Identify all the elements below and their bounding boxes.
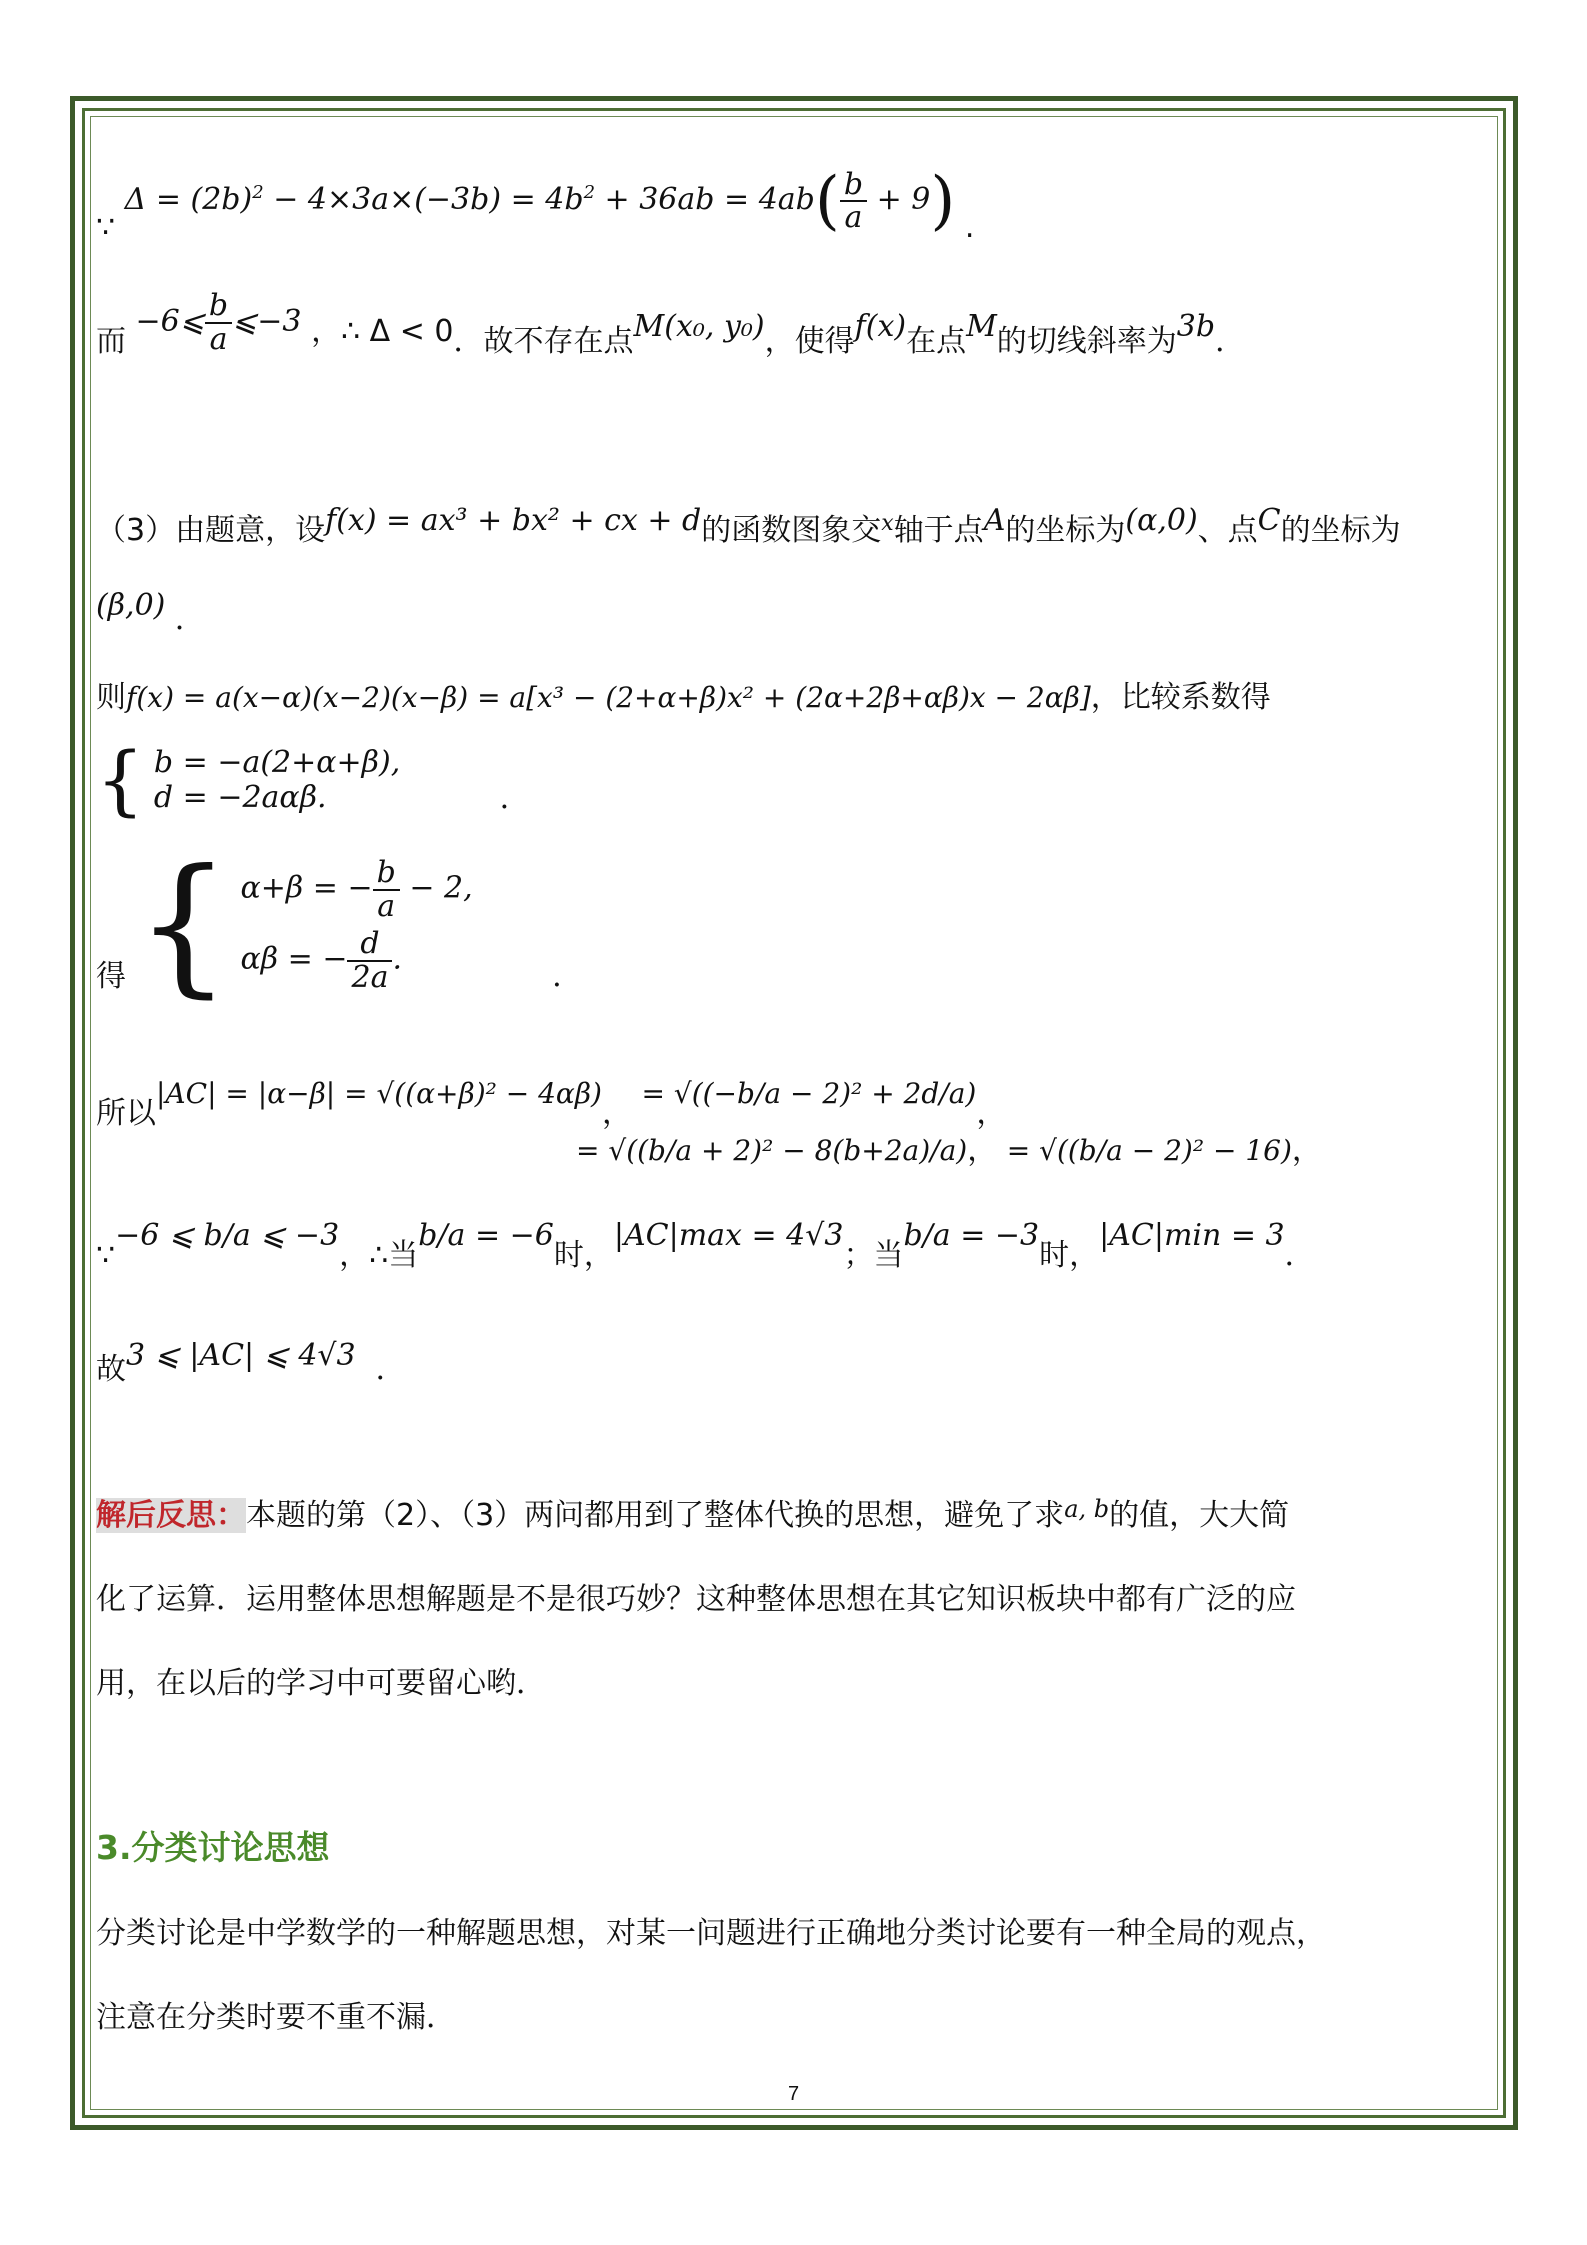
symbol-a: A: [983, 503, 1006, 538]
because-symbol: ∵: [96, 210, 116, 245]
factored-function: f(x) = a(x−α)(x−2)(x−β) = a[x³ − (2+α+β)x² + (2α+2β+αβ)x − 2αβ]: [126, 681, 1091, 714]
text-when: ，∴当: [339, 1238, 419, 1273]
reflection-text-3: 用，在以后的学习中可要留心哟．: [96, 1666, 546, 1701]
delta-part-c: + 36ab = 4ab: [595, 182, 815, 217]
row1-num: b: [373, 857, 400, 891]
reflection-line-3: [96, 1658, 546, 1702]
ac-formula-4: = √((b/a − 2)² − 16): [1006, 1134, 1292, 1167]
section-paragraph-1: [96, 1908, 1326, 1952]
cond-neg6: b/a = −6: [418, 1218, 554, 1253]
part3-intro: （3）由题意，设: [96, 513, 326, 548]
sep-4: ，: [1291, 1133, 1322, 1168]
sep-2: ，: [976, 1096, 1007, 1131]
system-row-d: d = −2aαβ.: [153, 779, 327, 815]
text-such-that: ，使得: [764, 323, 855, 359]
delta-part-a: Δ = (2b): [124, 182, 253, 217]
text-point: 、点: [1197, 513, 1258, 548]
text-get: 得: [96, 958, 126, 994]
reflection-line-2: [96, 1574, 1296, 1618]
ineq-fraction-num: b: [205, 290, 232, 324]
ac-formula-1: |AC| = |α−β| = √((α+β)² − 4αβ): [156, 1077, 602, 1110]
reflection-line-1: [96, 1490, 1289, 1534]
line-end: ．: [174, 602, 205, 637]
line-end: ．: [375, 1352, 406, 1387]
page-number: 7: [787, 2083, 800, 2105]
ineq-b-over-a: [135, 288, 312, 357]
text-compare-coef: ，比较系数得: [1090, 680, 1271, 715]
slope-value: 3b: [1176, 308, 1216, 344]
symbol-c: C: [1257, 503, 1281, 538]
section-text-1: 分类讨论是中学数学的一种解题思想，对某一问题进行正确地分类讨论要有一种全局的观点，: [96, 1916, 1326, 1951]
text-when-2: ；当: [843, 1238, 904, 1273]
system2-row2: αβ = − $\frac{d}{2a}$ .: [240, 926, 403, 995]
text-axis-at: 轴于点: [893, 513, 984, 548]
conclusion-line: [96, 1330, 406, 1387]
ac-min: |AC|min = 3: [1099, 1218, 1285, 1253]
delta-exp-1: 2: [252, 182, 264, 203]
b-over-a-fraction: [840, 166, 867, 235]
system2-rows: [241, 857, 473, 993]
part3-setup: [96, 505, 1496, 549]
text-hence: 故: [96, 1352, 126, 1387]
delta-line: [96, 164, 975, 245]
because-symbol-2: ∵: [96, 1238, 116, 1273]
row2-a: αβ = −: [240, 941, 348, 977]
text-then: 则: [96, 680, 126, 715]
delta-formula: $\Delta = (2b)^2 - 4\times 3a\times(-3b) = 4b^2 + 36ab = 4ab$( $\frac{b}{a}$ + 9): [124, 164, 956, 238]
row1-a: α+β = −: [240, 870, 373, 906]
fraction-numerator: b: [840, 169, 867, 203]
delta-negative: ，∴ Δ < 0: [311, 313, 454, 349]
reflection-label: 解后反思：: [96, 1498, 246, 1533]
ac-range: 3 ⩽ |AC| ⩽ 4√3: [126, 1338, 356, 1373]
text-er: 而: [96, 323, 126, 359]
left-brace-large: {: [135, 838, 231, 1012]
ac-length-line-2: [576, 1125, 1322, 1169]
line-end: ．: [1284, 1238, 1315, 1273]
text-coord-is: 的坐标为: [1005, 513, 1126, 548]
ac-length-line: [96, 1068, 1007, 1131]
reflection-text-2: 化了运算．运用整体思想解题是不是很巧妙？这种整体思想在其它知识板块中都有广泛的应: [96, 1582, 1296, 1617]
reflection-text-1b: 的值，大大简: [1109, 1498, 1290, 1533]
part3-beta-line: [96, 580, 205, 637]
text-therefore: 所以: [96, 1096, 156, 1131]
text-coord-is-2: 的坐标为: [1280, 513, 1401, 548]
fraction-denominator: a: [844, 200, 863, 235]
vars-a-b: a, b: [1064, 1495, 1110, 1523]
func-fx: f(x): [854, 308, 907, 344]
left-brace: {: [96, 735, 145, 824]
sep-1: ，: [601, 1096, 632, 1131]
text-at-point: 在点: [906, 323, 967, 359]
point-beta: (β,0): [96, 588, 166, 623]
line-end: ．: [1215, 323, 1246, 359]
symbol-m: M: [966, 308, 997, 344]
page-frame-inner: [90, 116, 1498, 2110]
section-title: 3.分类讨论思想: [96, 1828, 330, 1867]
row1-b: − 2,: [399, 870, 473, 906]
ineq-left: −6⩽: [135, 303, 205, 339]
text-no-point: ．故不存在点: [453, 323, 634, 359]
point-alpha: (α,0): [1125, 503, 1198, 538]
delta-part-d: + 9: [867, 182, 931, 217]
line-end: ．: [499, 781, 530, 816]
system-row-b: b = −a(2+α+β),: [153, 744, 401, 780]
coefficient-system: [96, 735, 530, 824]
no-point-line: [96, 288, 1246, 359]
delta-exp-2: 2: [583, 182, 596, 203]
ineq-range: −6 ⩽ b/a ⩽ −3: [115, 1218, 340, 1253]
ineq-right: ⩽−3: [232, 303, 302, 339]
symbol-x: x: [881, 511, 894, 536]
line-end: ．: [552, 958, 583, 994]
cubic-function: f(x) = ax³ + bx² + cx + d: [325, 503, 702, 538]
section-paragraph-2: [96, 1992, 456, 2036]
text-graph-intersects: 的函数图象交: [701, 513, 882, 548]
cond-neg3: b/a = −3: [903, 1218, 1040, 1253]
factor-line: [96, 672, 1271, 716]
row1-den: a: [377, 888, 396, 924]
ac-formula-3: = √((b/a + 2)² − 8(b+2a)/a): [576, 1134, 968, 1167]
system-rows: [154, 745, 400, 815]
row2-b: .: [392, 941, 403, 977]
ac-formula-2: = √((−b/a − 2)² + 2d/a): [641, 1077, 977, 1110]
reflection-text-1a: 本题的第（2）、（3）两问都用到了整体代换的思想，避免了求: [246, 1498, 1065, 1533]
ineq-fraction-den: a: [209, 321, 228, 357]
text-time-2: 时，: [1039, 1238, 1100, 1273]
delta-part-b: − 4×3a×(−3b) = 4b: [263, 182, 584, 217]
line-end: .: [964, 210, 975, 245]
text-time: 时，: [553, 1238, 614, 1273]
max-min-line: [96, 1210, 1315, 1273]
ac-max: |AC|max = 4√3: [613, 1218, 844, 1253]
alpha-beta-system: [96, 838, 582, 1012]
point-m: M(x₀, y₀): [633, 308, 765, 344]
system2-row1: [241, 857, 473, 922]
sep-3: ，: [967, 1133, 998, 1168]
section-text-2: 注意在分类时要不重不漏．: [96, 2000, 456, 2035]
text-slope-is: 的切线斜率为: [996, 323, 1177, 359]
